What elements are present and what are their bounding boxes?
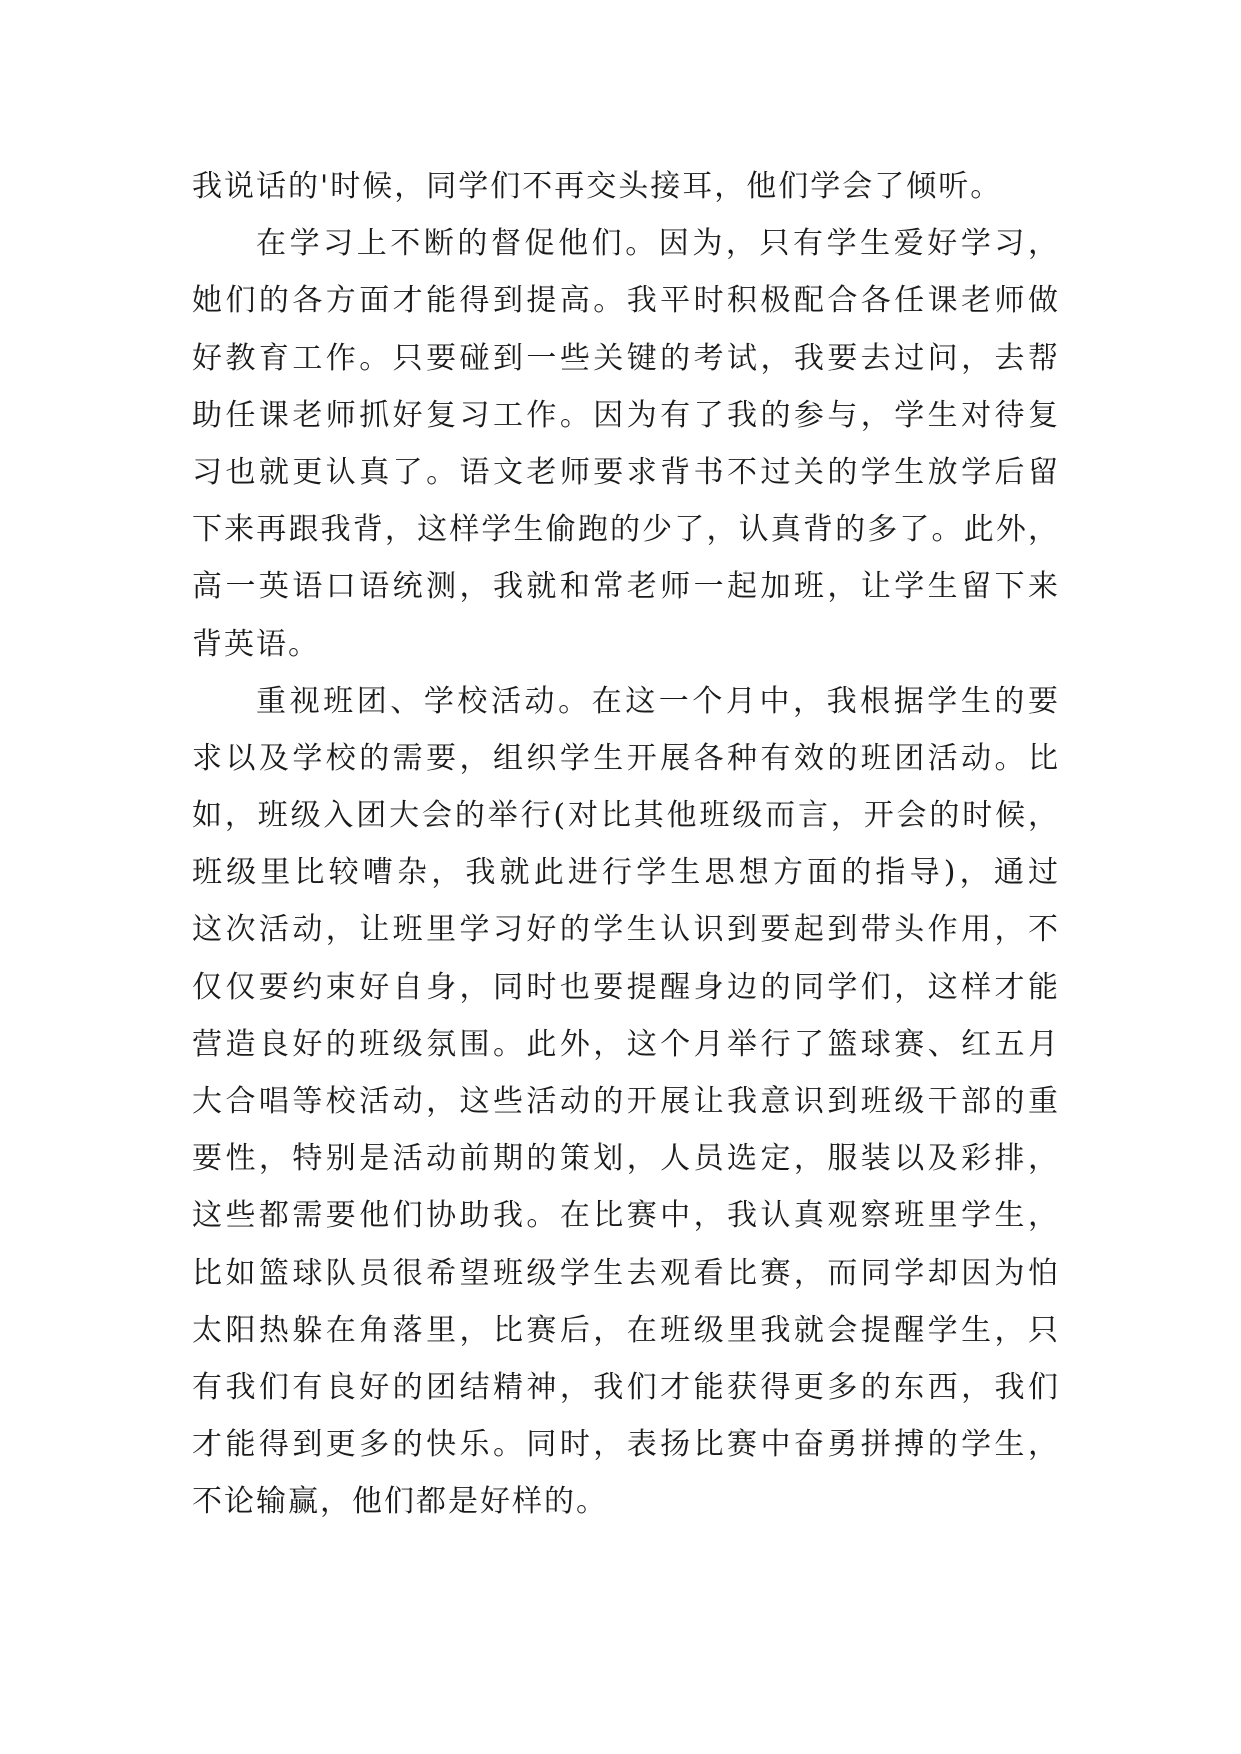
text-line: 如，班级入团大会的举行(对比其他班级而言，开会的时候，	[192, 798, 1060, 834]
text-line: 这次活动，让班里学习好的学生认识到要起到带头作用，不	[192, 912, 1060, 948]
text-line: 要性，特别是活动前期的策划，人员选定，服装以及彩排，	[192, 1141, 1060, 1177]
text-line: 在学习上不断的督促他们。因为，只有学生爱好学习，	[256, 226, 1060, 262]
text-line: 仅仅要约束好自身，同时也要提醒身边的同学们，这样才能	[192, 969, 1060, 1005]
paragraph-3	[192, 673, 1060, 1531]
paragraph-1	[192, 158, 1060, 215]
paragraph-2	[192, 215, 1060, 673]
text-line: 有我们有良好的团结精神，我们才能获得更多的东西，我们	[192, 1369, 1060, 1405]
text-line: 太阳热躲在角落里，比赛后，在班级里我就会提醒学生，只	[192, 1312, 1060, 1348]
text-line: 她们的各方面才能得到提高。我平时积极配合各任课老师做	[192, 283, 1060, 319]
text-line: 好教育工作。只要碰到一些关键的考试，我要去过问，去帮	[192, 340, 1060, 376]
text-line: 大合唱等校活动，这些活动的开展让我意识到班级干部的重	[192, 1084, 1060, 1119]
text-line: 比如篮球队员很希望班级学生去观看比赛，而同学却因为怕	[192, 1255, 1060, 1291]
text-line: 背英语。	[192, 626, 320, 662]
text-line: 求以及学校的需要，组织学生开展各种有效的班团活动。比	[192, 740, 1060, 776]
text-line: 我说话的'时候，同学们不再交头接耳，他们学会了倾听。	[192, 169, 1003, 204]
text-line: 班级里比较嘈杂，我就此进行学生思想方面的指导)，通过	[192, 855, 1060, 891]
text-line: 助任课老师抓好复习工作。因为有了我的参与，学生对待复	[192, 397, 1060, 433]
text-line: 这些都需要他们协助我。在比赛中，我认真观察班里学生，	[192, 1198, 1060, 1234]
text-line: 习也就更认真了。语文老师要求背书不过关的学生放学后留	[192, 454, 1060, 490]
text-line: 下来再跟我背，这样学生偷跑的少了，认真背的多了。此外，	[192, 512, 1060, 548]
text-line: 重视班团、学校活动。在这一个月中，我根据学生的要	[256, 683, 1060, 719]
document-body	[192, 158, 1060, 1531]
text-line: 高一英语口语统测，我就和常老师一起加班，让学生留下来	[192, 569, 1060, 605]
text-line: 不论输赢，他们都是好样的。	[192, 1484, 608, 1520]
text-line: 才能得到更多的快乐。同时，表扬比赛中奋勇拼搏的学生，	[192, 1427, 1060, 1463]
text-line: 营造良好的班级氛围。此外，这个月举行了篮球赛、红五月	[192, 1026, 1060, 1062]
